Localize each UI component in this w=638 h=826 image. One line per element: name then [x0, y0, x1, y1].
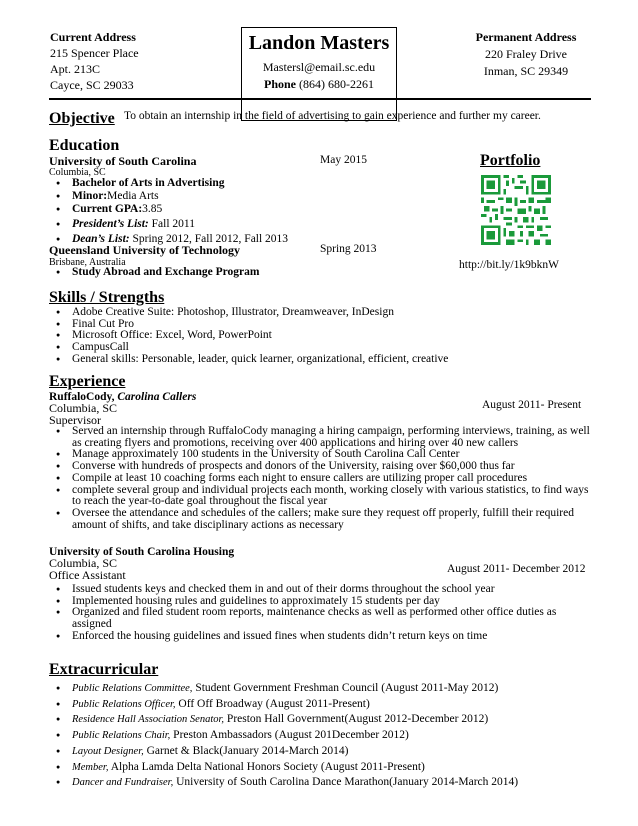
skills-heading: Skills / Strengths — [49, 289, 165, 306]
email-text: Mastersl@email.sc.edu — [262, 60, 376, 74]
job-duties-list — [49, 584, 597, 643]
list-item: ● Issued students keys and checked them in and out of their dorms throughout the school year — [49, 584, 597, 596]
permanent-address-label: Permanent Address — [475, 30, 577, 44]
list-item: ● Public Relations Chair, Preston Ambassadors (August 201December 2012) — [49, 728, 597, 744]
list-item: ● Dancer and Fundraiser, University of South Carolina Dance Marathon(January 2014-March 2014) — [49, 775, 597, 791]
current-address — [50, 30, 200, 93]
skills-list — [49, 307, 589, 366]
header-divider — [49, 98, 591, 100]
list-item: ● Final Cut Pro — [49, 319, 589, 331]
list-item: ● Bachelor of Arts in Advertising — [49, 177, 329, 190]
qr-code-icon[interactable] — [481, 175, 551, 245]
school-location: Brisbane, Australia — [49, 257, 126, 268]
list-item: ● CampusCall — [49, 342, 589, 354]
education-list-usc — [49, 177, 329, 246]
list-item: ● Public Relations Officer, Off Off Broadway (August 2011-Present) — [49, 697, 597, 713]
list-item: ● Converse with hundreds of prospects and donors of the University, raising over $60,000 thus far — [49, 461, 597, 473]
extracurricular-list — [49, 681, 597, 791]
contact-block — [241, 32, 397, 93]
list-item: ● President’s List: Fall 2011 — [49, 218, 329, 231]
school-location: Columbia, SC — [49, 167, 106, 178]
list-item: ● Minor:Media Arts — [49, 190, 329, 203]
job-date: August 2011- Present — [482, 399, 582, 411]
education-heading: Education — [49, 137, 120, 154]
list-item: ● Study Abroad and Exchange Program — [49, 267, 329, 279]
school-name: Queensland University of Technology — [49, 243, 241, 257]
phone-number: (864) 680-2261 — [299, 77, 374, 91]
list-item: ● General skills: Personable, leader, quick learner, organizational, efficient, creative — [49, 354, 589, 366]
current-address-label: Current Address — [50, 30, 136, 44]
job-date: August 2011- December 2012 — [447, 563, 586, 575]
job-title: Office Assistant — [49, 568, 126, 582]
list-item: ● Compile at least 10 coaching forms each night to ensure callers are utilizing proper call procedures — [49, 473, 597, 485]
list-item: ● Layout Designer, Garnet & Black(January 2014-March 2014) — [49, 744, 597, 760]
list-item: ● Member, Alpha Lamda Delta National Honors Society (August 2011-Present) — [49, 760, 597, 776]
job-location: Columbia, SC — [49, 556, 118, 570]
objective-text: To obtain an internship in the field of advertising to gain experience and further my career. — [124, 110, 541, 122]
portfolio-heading: Portfolio — [480, 152, 541, 169]
permanent-address — [460, 30, 592, 79]
list-item: ● Implemented housing rules and guidelines to approximately 15 students per day — [49, 596, 597, 608]
phone-label: Phone — [263, 77, 296, 91]
list-item: ● Microsoft Office: Excel, Word, PowerPoint — [49, 330, 589, 342]
portfolio-link[interactable]: http://bit.ly/1k9bknW — [459, 259, 559, 271]
permanent-address-line: 220 Fraley Drive — [485, 47, 567, 61]
list-item: ● complete several group and individual projects each month, working closely with various statistics, to find ways to reach the year-to-date goal throughout the fiscal year — [49, 485, 597, 508]
job-company: RuffaloCody, Carolina Callers — [49, 391, 197, 403]
current-address-line: Cayce, SC 29033 — [50, 78, 134, 92]
job-location: Columbia, SC — [49, 401, 118, 415]
school-name: University of South Carolina — [49, 154, 197, 168]
job-duties-list — [49, 426, 597, 531]
current-address-line: Apt. 213C — [50, 62, 101, 76]
permanent-address-line: Inman, SC 29349 — [483, 64, 569, 78]
list-item: ● Enforced the housing guidelines and issued fines when students didn’t return keys on time — [49, 631, 597, 643]
job-company: University of South Carolina Housing — [49, 546, 235, 558]
current-address-line: 215 Spencer Place — [50, 46, 139, 60]
list-item: ● Residence Hall Association Senator, Preston Hall Government(August 2012-December 2012) — [49, 712, 597, 728]
job-title: Supervisor — [49, 413, 101, 427]
list-item: ● Organized and filed student room reports, maintenance checks as well as performed other office duties as assigned — [49, 607, 597, 630]
extracurricular-heading: Extracurricular — [49, 661, 159, 678]
list-item: ● Oversee the attendance and schedules of the callers; make sure they request off properly, fulfill their required amount of shifts, and take disciplinary actions as necessary — [49, 508, 597, 531]
candidate-name: Landon Masters — [248, 32, 390, 54]
school-date: May 2015 — [320, 154, 367, 166]
phone-line — [241, 76, 397, 93]
list-item: ● Manage approximately 100 students in the University of South Carolina Call Center — [49, 449, 597, 461]
education-list-qut — [49, 267, 329, 279]
school-date: Spring 2013 — [320, 243, 377, 255]
objective-heading: Objective — [49, 110, 115, 127]
list-item: ● Adobe Creative Suite: Photoshop, Illustrator, Dreamweaver, InDesign — [49, 307, 589, 319]
list-item: ● Current GPA:3.85 — [49, 203, 329, 216]
list-item: ● Served an internship through RuffaloCody managing a hiring campaign, performing interviews, training, as well as creating flyers and promotions, receiving over 400 applications and hiring over 40 new callers — [49, 426, 597, 449]
list-item: ● Public Relations Committee, Student Government Freshman Council (August 2011-May 2012) — [49, 681, 597, 697]
experience-heading: Experience — [49, 373, 126, 390]
list-item: ● Dean’s List: Spring 2012, Fall 2012, Fall 2013 — [49, 233, 329, 246]
